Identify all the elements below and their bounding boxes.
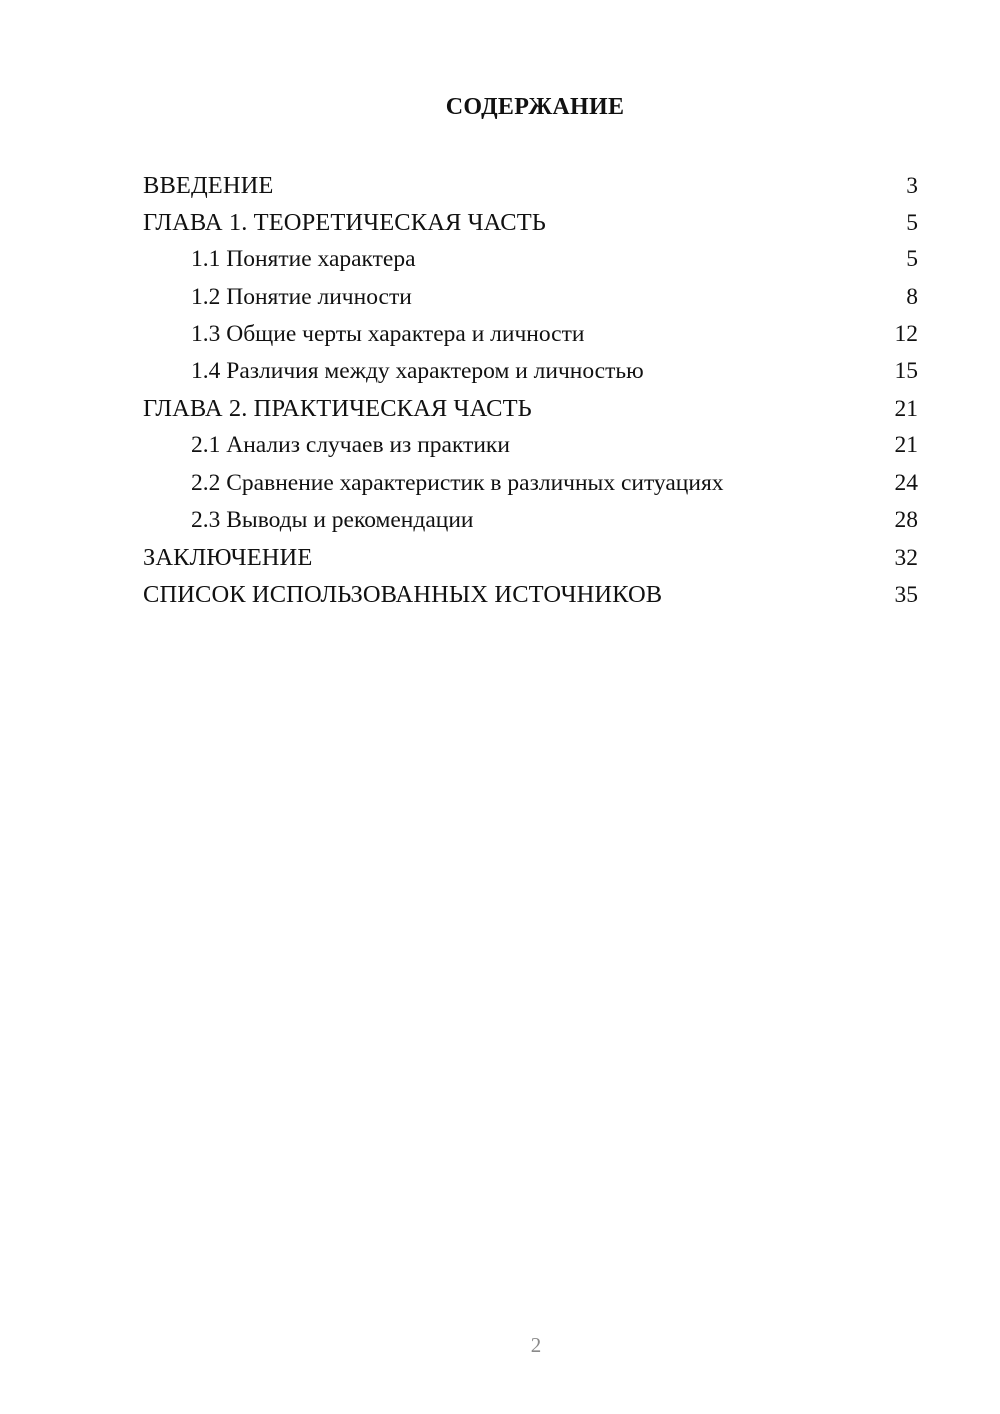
toc-entry-section-1-1[interactable] [143,241,918,278]
toc-entry-page: 35 [894,582,918,609]
toc-entry-label: 1.1 Понятие характера [191,246,416,273]
toc-entry-section-2-1[interactable] [143,427,918,464]
page-number: 2 [530,1333,542,1357]
toc-entry-chapter-1[interactable] [143,204,918,241]
toc-entry-page: 8 [906,283,918,310]
toc-entry-label: 1.4 Различия между характером и личностью [191,357,644,384]
toc-entry-label: ГЛАВА 2. ПРАКТИЧЕСКАЯ ЧАСТЬ [143,395,532,423]
toc-entry-page: 28 [894,506,918,533]
toc-entry-page: 3 [906,173,918,199]
toc-entry-section-1-2[interactable] [143,279,918,316]
toc-entry-page: 21 [894,396,918,423]
toc-entry-section-2-3[interactable] [143,502,918,539]
toc-entry-label: ЗАКЛЮЧЕНИЕ [143,543,313,571]
toc-entry-page: 15 [894,357,918,384]
toc-entry-page: 24 [894,469,918,496]
toc-entry-label: 2.3 Выводы и рекомендации [191,506,474,533]
toc-entry-chapter-2[interactable] [143,390,918,427]
toc-entry-label: 1.2 Понятие личности [191,283,412,310]
toc-entry-label: СПИСОК ИСПОЛЬЗОВАННЫХ ИСТОЧНИКОВ [143,581,663,609]
toc-entry-section-2-2[interactable] [143,465,918,502]
toc-entry-label: 2.2 Сравнение характеристик в различных ситуациях [191,469,724,496]
toc-entry-page: 5 [906,210,918,237]
toc-entry-references[interactable] [143,576,918,613]
toc-entry-label: ВВЕДЕНИЕ [143,172,274,199]
toc-entry-page: 5 [906,246,918,273]
toc-entry-conclusion[interactable] [143,539,918,576]
toc-entry-page: 21 [894,432,918,459]
table-of-contents [143,167,918,613]
toc-entry-section-1-3[interactable] [143,316,918,353]
toc-entry-page: 32 [894,544,918,571]
toc-entry-section-1-4[interactable] [143,353,918,390]
toc-entry-label: ГЛАВА 1. ТЕОРЕТИЧЕСКАЯ ЧАСТЬ [143,209,546,237]
toc-entry-introduction[interactable] [143,167,918,204]
page-title: СОДЕРЖАНИЕ [445,94,625,120]
toc-entry-page: 12 [894,320,918,347]
toc-entry-label: 1.3 Общие черты характера и личности [191,320,585,347]
toc-entry-label: 2.1 Анализ случаев из практики [191,432,510,459]
